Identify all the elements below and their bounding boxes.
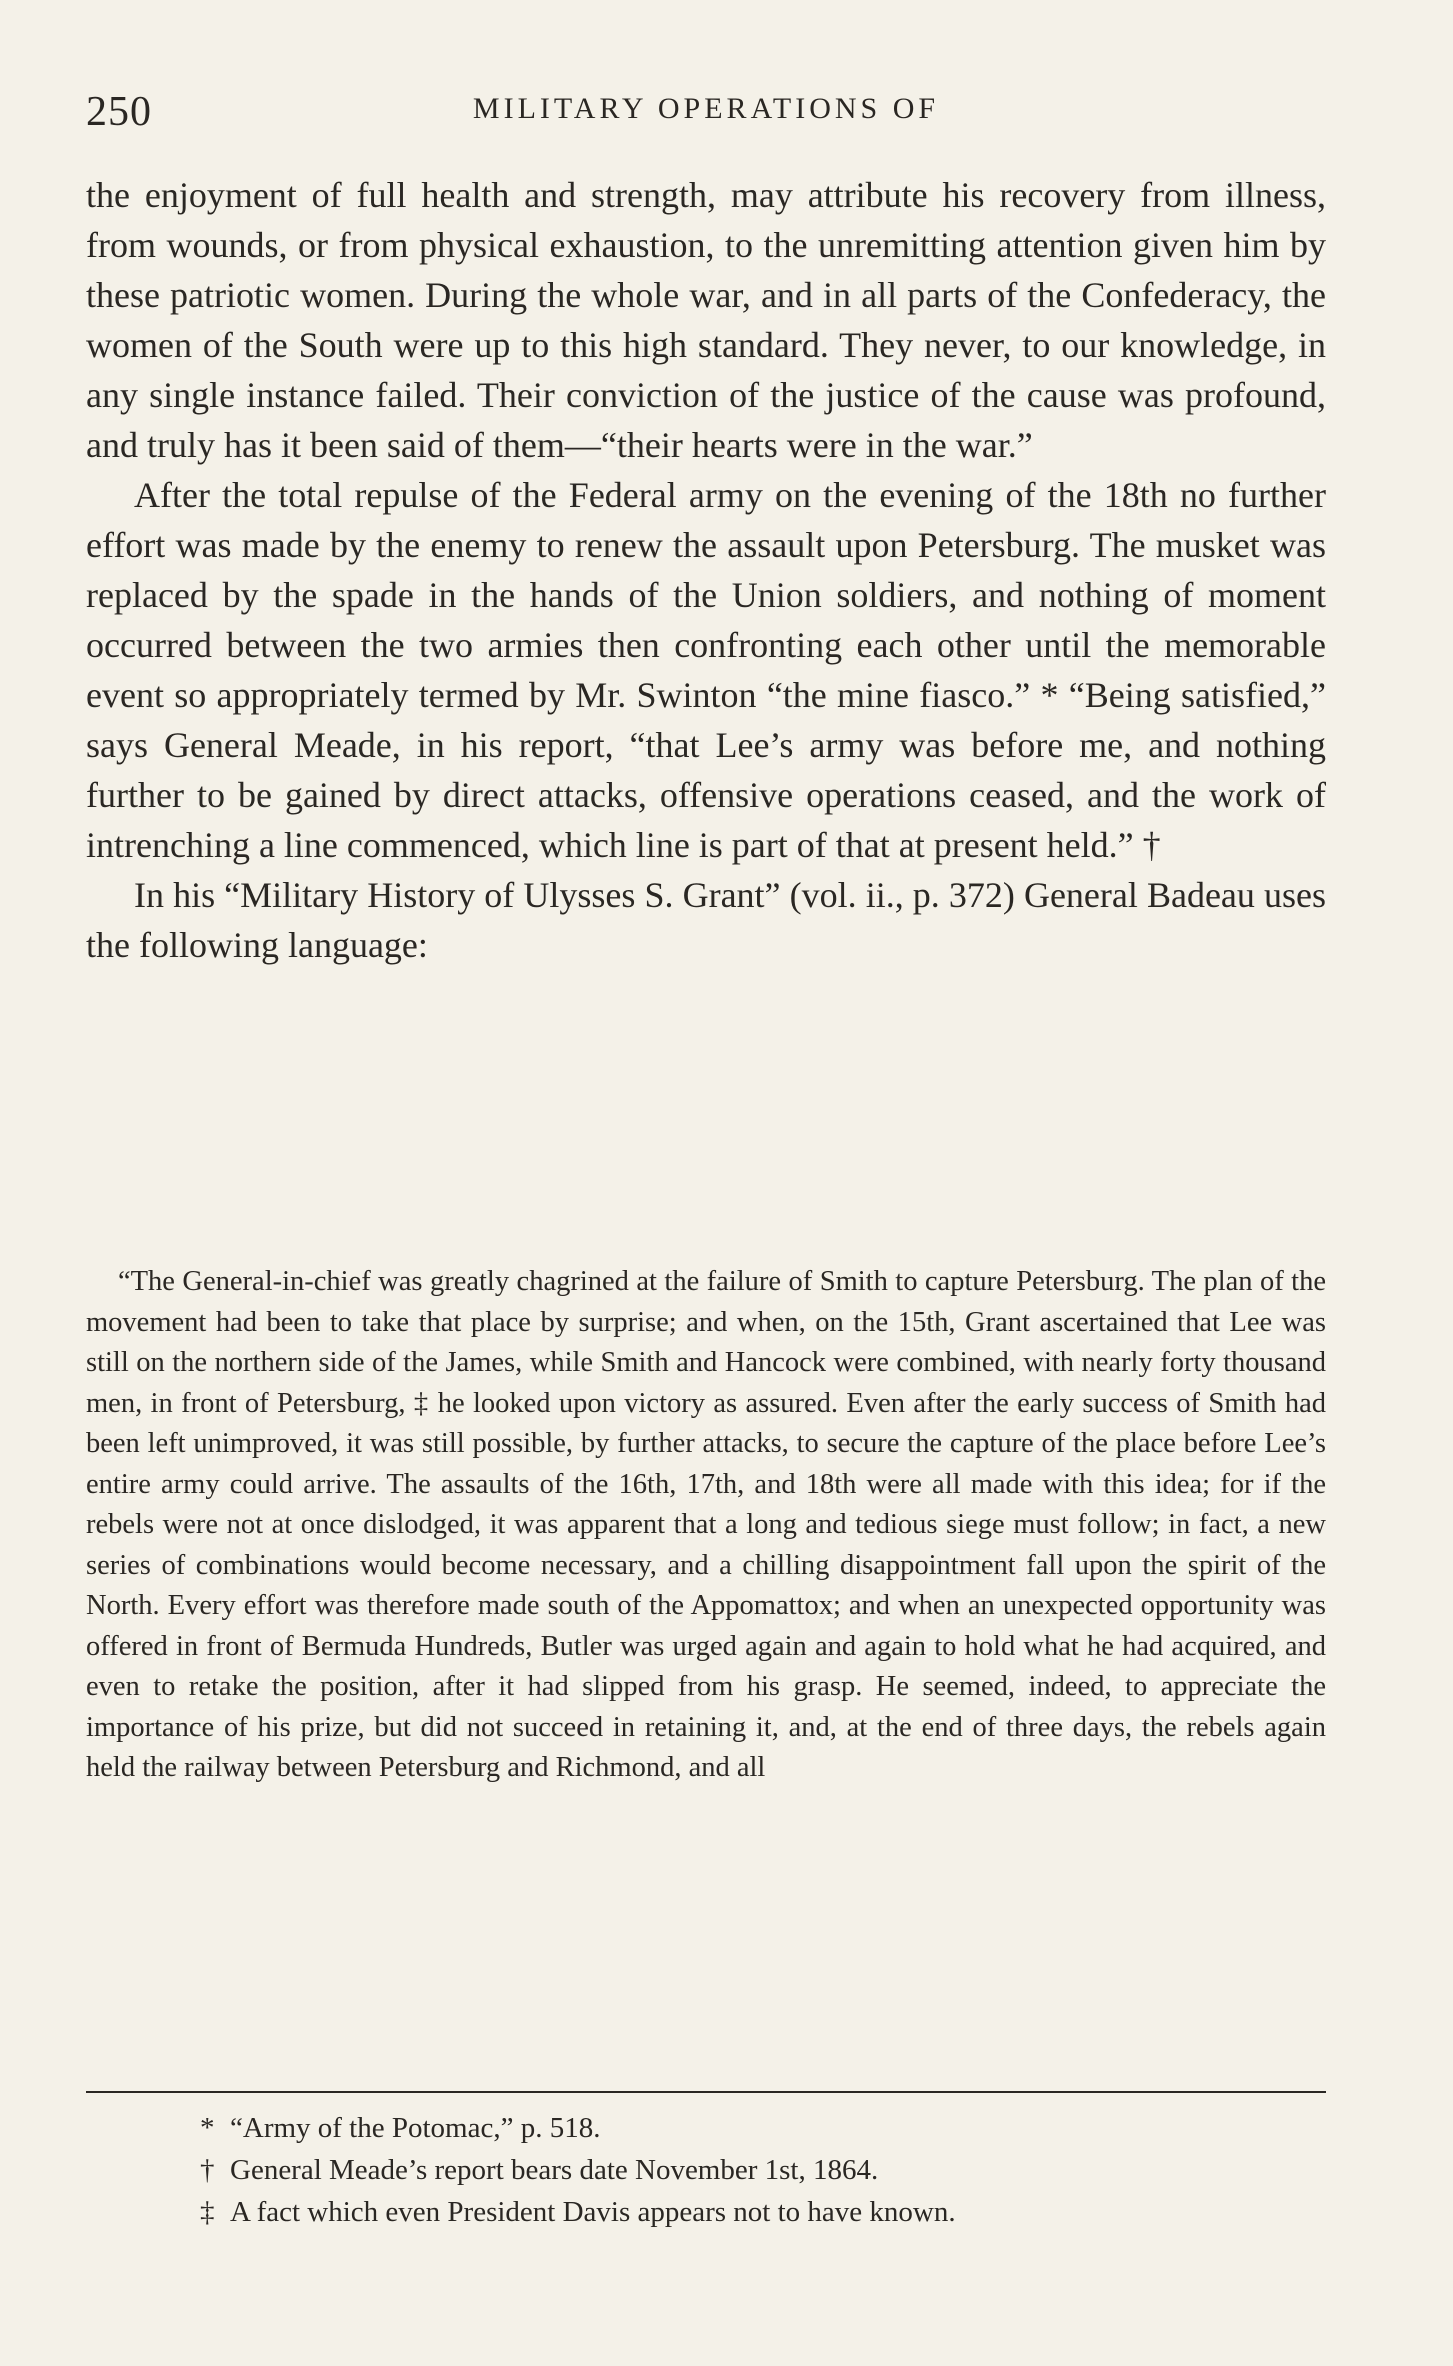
body-text xyxy=(86,170,1326,970)
paragraph-3: In his “Military History of Ulysses S. Grant” (vol. ii., p. 372) General Badeau uses the following language: xyxy=(86,875,1326,965)
footnote-mark: * xyxy=(200,2112,215,2144)
footnote-3 xyxy=(200,2191,1300,2233)
footnote-text: General Meade’s report bears date November 1st, 1864. xyxy=(230,2154,879,2186)
footnote-mark: † xyxy=(200,2154,215,2186)
footnote-text: A fact which even President Davis appears not to have known. xyxy=(230,2196,956,2228)
paragraph-2: After the total repulse of the Federal army on the evening of the 18th no further effort was made by the enemy to renew the assault upon Petersburg. The musket was replaced by the spade in the hands of the Union soldiers, and nothing of moment occurred between the two armies then confronting each other until the memorable event so appropriately termed by Mr. Swinton “the mine fiasco.” * “Being satisfied,” says General Meade, in his report, “that Lee’s army was before me, and nothing further to be gained by direct attacks, offensive operations ceased, and the work of intrenching a line commenced, which line is part of that at present held.” † xyxy=(86,475,1326,865)
paragraph-1: the enjoyment of full health and strength, may attribute his recovery from illness, from wounds, or from physical exhaustion, to the unremitting attention given him by these patriotic women. During the whole war, and in all parts of the Confederacy, the women of the South were up to this high standard. They never, to our knowledge, in any single instance failed. Their conviction of the justice of the cause was profound, and truly has it been said of them—“their hearts were in the war.” xyxy=(86,175,1326,465)
footnotes xyxy=(200,2107,1300,2233)
footnote-1 xyxy=(200,2107,1300,2149)
running-title: MILITARY OPERATIONS OF xyxy=(472,92,940,125)
footnote-2 xyxy=(200,2149,1300,2191)
footnote-mark: ‡ xyxy=(200,2196,215,2228)
footnote-text: “Army of the Potomac,” p. 518. xyxy=(230,2112,601,2144)
page-number: 250 xyxy=(86,89,152,135)
block-quote: “The General-in-chief was greatly chagrined at the failure of Smith to capture Petersburg. The plan of the movement had been to take that place by surprise; and when, on the 15th, Grant ascertained that Lee was still on the northern side of the James, while Smith and Hancock were combined, with nearly forty thousand men, in front of Petersburg, ‡ he looked upon victory as assured. Even after the early success of Smith had been left unimproved, it was still possible, by further attacks, to secure the capture of the place before Lee’s entire army could arrive. The assaults of the 16th, 17th, and 18th were all made with this idea; for if the rebels were not at once dislodged, it was apparent that a long and tedious siege must follow; in fact, a new series of combinations would become necessary, and a chilling disappointment fall upon the spirit of the North. Every effort was therefore made south of the Appomattox; and when an unexpected opportunity was offered in front of Bermuda Hundreds, Butler was urged again and again to hold what he had acquired, and even to retake the position, after it had slipped from his grasp. He seemed, indeed, to appreciate the importance of his prize, but did not succeed in retaining it, and, at the end of three days, the rebels again held the railway between Petersburg and Richmond, and all xyxy=(86,1266,1326,1783)
running-head xyxy=(86,88,1326,148)
footnote-rule xyxy=(86,2091,1326,2093)
